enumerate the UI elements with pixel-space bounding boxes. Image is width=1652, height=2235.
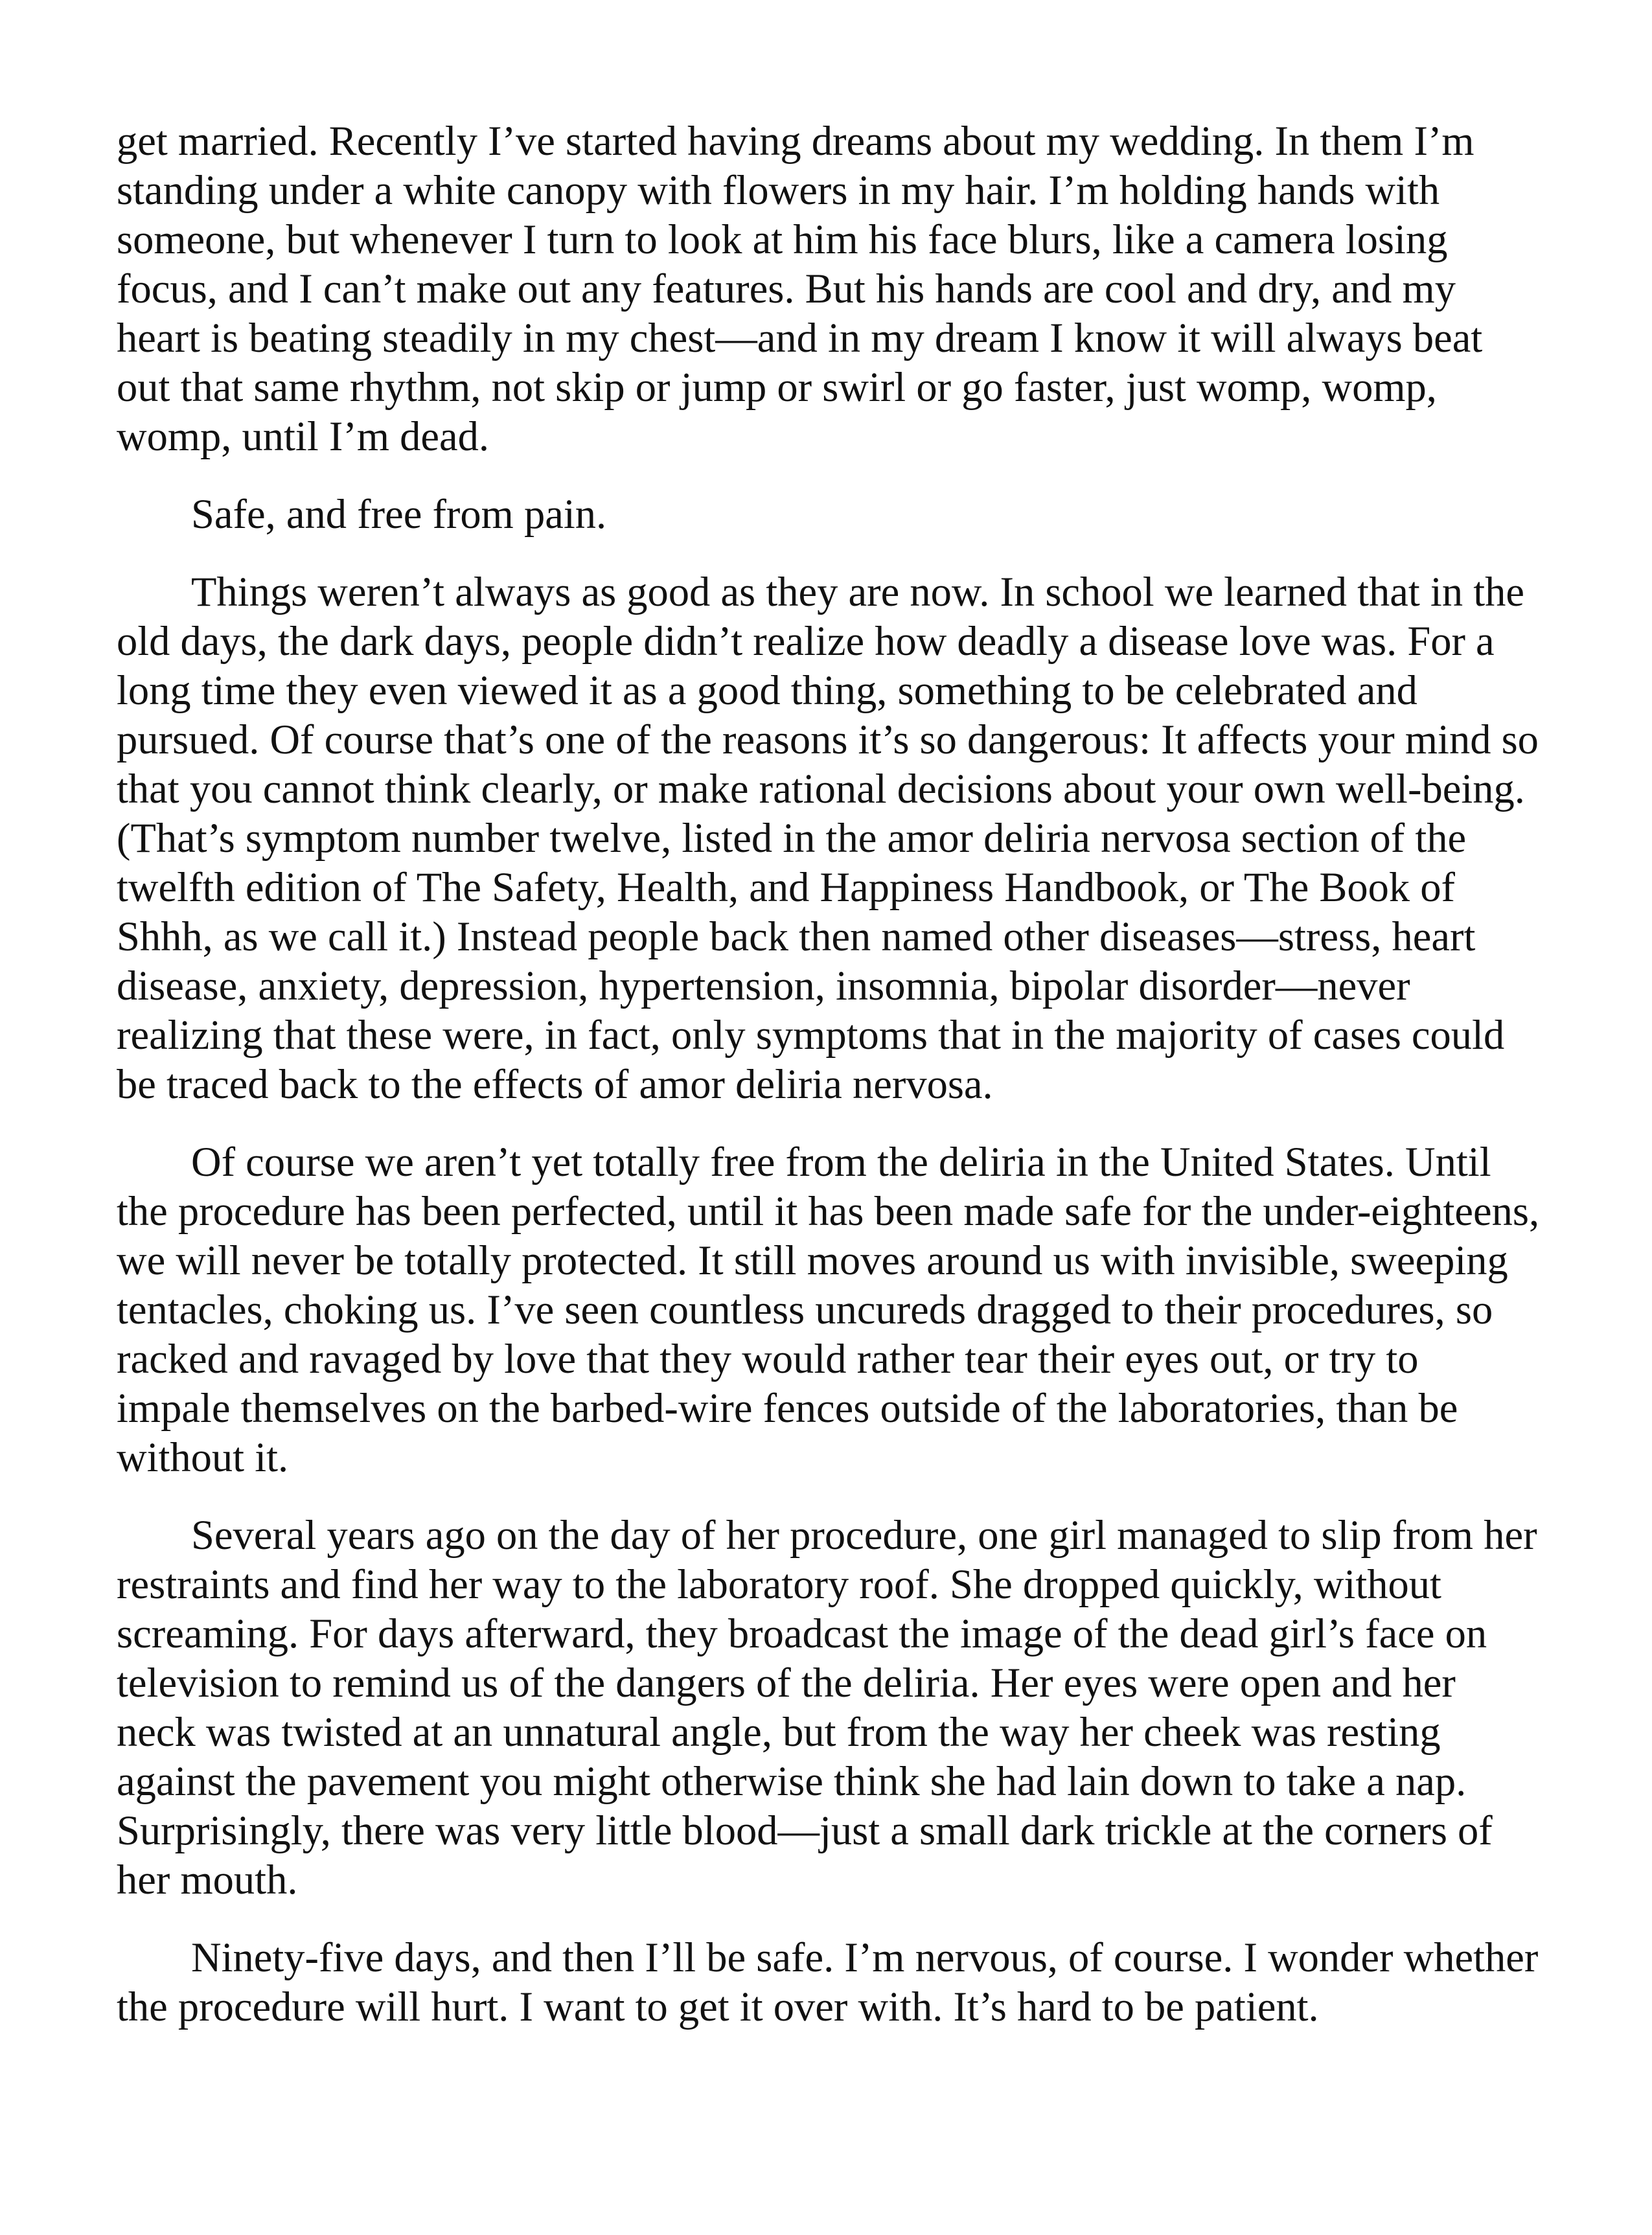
paragraph-2: Safe, and free from pain.: [191, 491, 607, 537]
paragraph-5: Several years ago on the day of her procedure, one girl managed to slip from her restraints and find her way to the laboratory roof. She dropped quickly, without screaming. For days afterward, they broadcast the image of the dead girl’s face on television to remind us of the dangers of the deliria. Her eyes were open and her neck was twisted at an unnatural angle, but from the way her cheek was resting against the pavement you might otherwise think she had lain down to take a nap. Surprisingly, there was very little blood—just a small dark trickle at the corners of her mouth.: [117, 1512, 1537, 1903]
paragraph-1: get married. Recently I’ve started having dreams about my wedding. In them I’m standing under a white canopy with flowers in my hair. I’m holding hands with someone, but whenever I turn to look at him his face blurs, like a camera losing focus, and I can’t make out any features. But his hands are cool and dry, and my heart is beating steadily in my chest—and in my dream I know it will always beat out that same rhythm, not skip or jump or swirl or go faster, just womp, womp, womp, until I’m dead.: [117, 118, 1483, 459]
paragraph-3: Things weren’t always as good as they are now. In school we learned that in the old days, the dark days, people didn’t realize how deadly a disease love was. For a long time they even viewed it as a good thing, something to be celebrated and pursued. Of course that’s one of the reasons it’s so dangerous: It affects your mind so that you cannot think clearly, or make rational decisions about your own well-being. (That’s symptom number twelve, listed in the amor deliria nervosa section of the twelfth edition of The Safety, Health, and Happiness Handbook, or The Book of Shhh, as we call it.) Instead people back then named other diseases—stress, heart disease, anxiety, depression, hypertension, insomnia, bipolar disorder—never realizing that these were, in fact, only symptoms that in the majority of cases could be traced back to the effects of amor deliria nervosa.: [117, 569, 1539, 1107]
document-page: [117, 117, 1542, 2060]
paragraph-6: Ninety-five days, and then I’ll be safe. I’m nervous, of course. I wonder whether the procedure will hurt. I want to get it over with. It’s hard to be patient.: [117, 1934, 1539, 2030]
paragraph-4: Of course we aren’t yet totally free from the deliria in the United States. Until the procedure has been perfected, until it has been made safe for the under-eighteens, we will never be totally protected. It still moves around us with invisible, sweeping tentacles, choking us. I’ve seen countless uncureds dragged to their procedures, so racked and ravaged by love that they would rather tear their eyes out, or try to impale themselves on the barbed-wire fences outside of the laboratories, than be without it.: [117, 1139, 1540, 1480]
